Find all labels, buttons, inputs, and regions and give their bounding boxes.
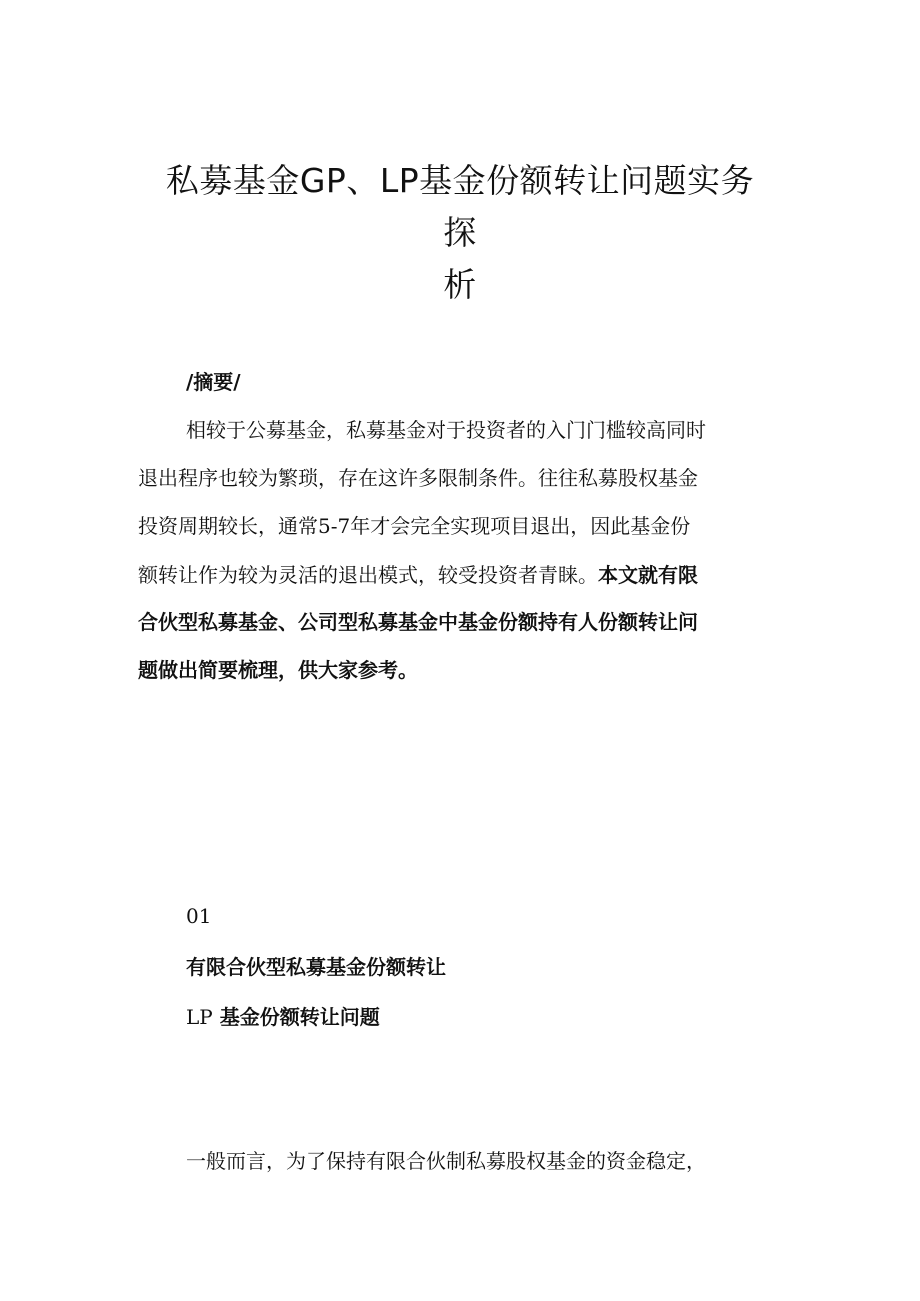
abstract-line-1: 相较于公募基金，私募基金对于投资者的入门门槛较高同时: [186, 418, 706, 442]
body-paragraph-line-1: 一般而言，为了保持有限合伙制私募股权基金的资金稳定，: [186, 1149, 706, 1173]
abstract-bold-line-2: 题做出简要梳理，供大家参考。: [138, 658, 418, 682]
section-title: 有限合伙型私募基金份额转让: [186, 955, 446, 979]
subsection-title-text: 基金份额转让问题: [219, 1005, 380, 1029]
abstract-bold-start: 本文就有限: [598, 563, 698, 587]
abstract-line-2: 退出程序也较为繁琐，存在这许多限制条件。往往私募股权基金: [138, 466, 698, 490]
abstract-line-4-text: 额转让作为较为灵活的退出模式，较受投资者青睐。: [138, 563, 598, 587]
abstract-bold-line-1: 合伙型私募基金、公司型私募基金中基金份额持有人份额转让问: [138, 610, 698, 634]
abstract-line-3: 投资周期较长，通常5-7年才会完全实现项目退出，因此基金份: [138, 514, 691, 538]
subsection-prefix: LP: [186, 1005, 213, 1029]
abstract-heading: /摘要/: [186, 370, 241, 394]
subsection-title: [186, 1005, 380, 1029]
abstract-line-4: [138, 563, 698, 587]
document-title-line-1: 私募基金GP、LP基金份额转让问题实务: [165, 161, 755, 200]
section-number: 01: [186, 904, 212, 928]
document-title-line-3: 析: [443, 265, 477, 304]
document-title-line-2: 探: [443, 213, 477, 252]
